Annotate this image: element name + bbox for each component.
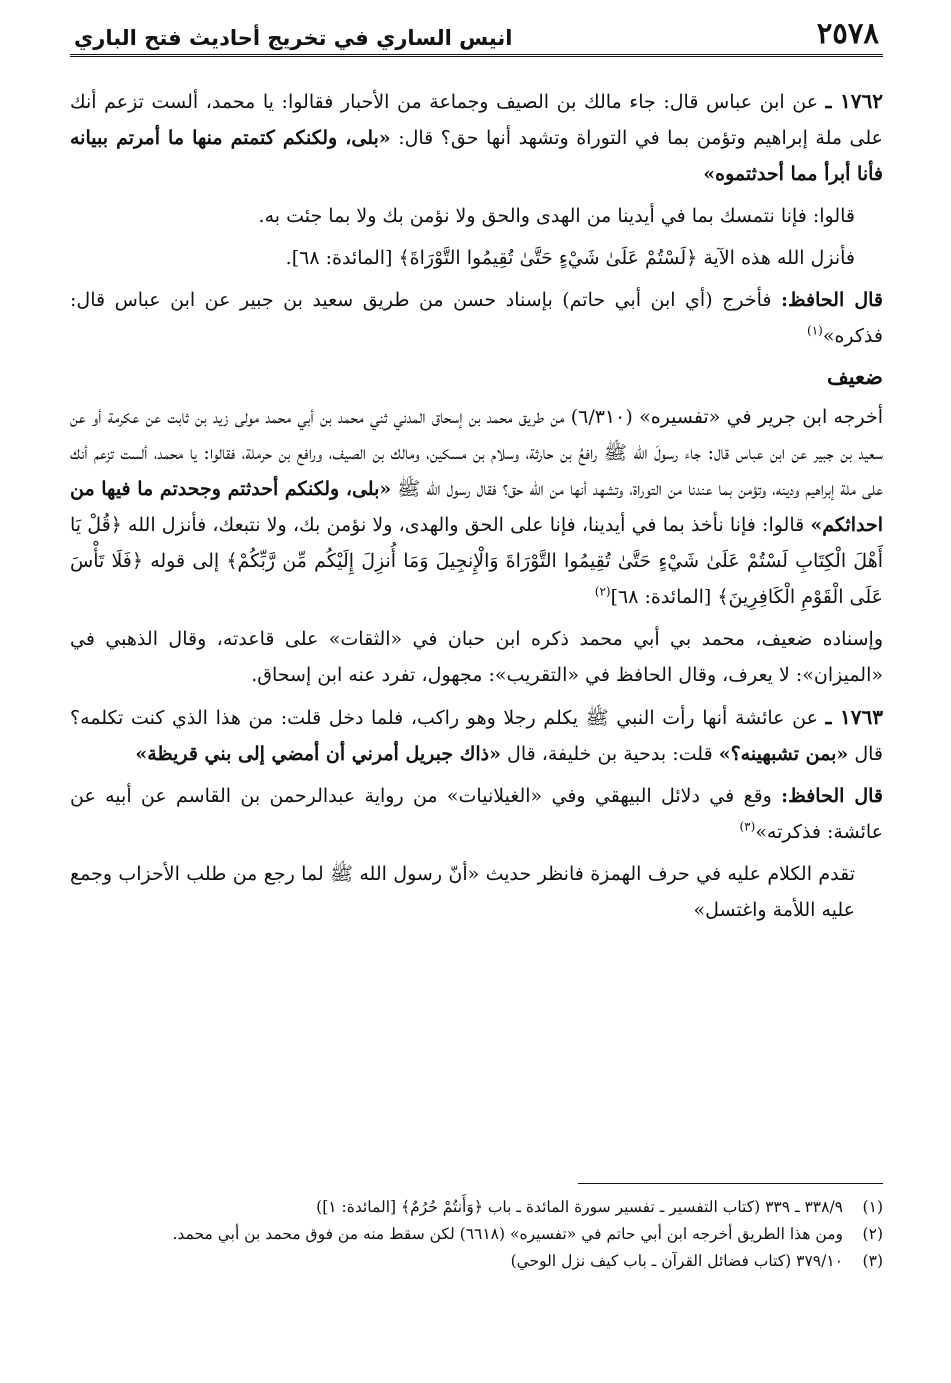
page-number: ٢٥٧٨ (816, 16, 879, 50)
hafiz-label: قال الحافظ: (781, 785, 883, 807)
running-header (70, 10, 883, 57)
hafiz-text: فأخرج (أي ابن أبي حاتم) بإسناد حسن من طريق سعيد بن جبير عن ابن عباس قال: فذكره» (70, 289, 883, 347)
footnote (70, 1194, 883, 1221)
takhrij-paragraph (70, 399, 883, 615)
takhrij-text: قالوا: فإنا نأخذ بما في أيدينا، فإنا على الحق والهدى، ولا نؤمن بك، ولا نتبعك، فأنزل الله (121, 514, 805, 536)
grade-heading: ضعيف (826, 364, 883, 389)
verse-reference: [المائدة: ٦٨] (610, 586, 712, 608)
footnote (70, 1221, 883, 1248)
verse-reference: [المائدة: ٦٨]. (285, 247, 393, 269)
book-title: انيس الساري في تخريج أحاديث فتح الباري (74, 26, 513, 50)
footnote-marker: (٣) (739, 819, 756, 834)
isnad-text: وإسناده ضعيف، محمد بي أبي محمد ذكره ابن حبان في «الثقات» على قاعدته، وقال الذهبي في «الميزان»: لا يعرف، وقال الحافظ في «التقريب»: مجهول، تفرد عنه ابن إسحاق. (70, 628, 883, 686)
footnote-number: (٣) (862, 1252, 883, 1270)
hadith-1763-text (70, 699, 883, 772)
footnote-text: ٣٧٩/١٠ (كتاب فضائل القرآن ـ باب كيف نزل الوحي) (510, 1252, 843, 1270)
footnote-number: (١) (862, 1198, 883, 1216)
prophet-quote: «بلى، ولكنكم كتمتم منها ما أمرتم ببيانه فأنا أبرأ مما أحدثتموه» (70, 127, 883, 185)
footnotes (70, 1183, 883, 1275)
hadith-text: عن عائشة أنها رأت النبي ﷺ يكلم رجلا وهو راكب، فلما دخل قلت: من هذا الذي كنت تكلمه؟ قال (70, 707, 883, 765)
hadith-1763 (70, 699, 883, 928)
hadith-number: ١٧٦٣ ـ (825, 705, 883, 729)
footnote-text: ومن هذا الطريق أخرجه ابن أبي حاتم في «تفسيره» (٦٦١٨) لكن سقط منه من فوق محمد بن أبي محمد. (172, 1225, 843, 1243)
hadith-text: عن ابن عباس قال: جاء مالك بن الصيف وجماعة من الأحبار فقالوا: يا محمد، ألست تزعم أنك على ملة إبراهيم وتؤمن بما في التوراة وتشهد أنها حق؟ قال: (70, 91, 883, 149)
hadith-1762-text (70, 83, 883, 192)
footnote-text: ٣٣٨/٩ ـ ٣٣٩ (كتاب التفسير ـ تفسير سورة المائدة ـ باب ﴿وَأَنتُمْ حُرُمٌ﴾ [المائدة: ١]) (316, 1198, 843, 1216)
cross-reference-note (70, 856, 883, 928)
isnad-paragraph (70, 621, 883, 693)
hadith-1762-verse (70, 240, 883, 276)
footnote-marker: (١) (807, 323, 823, 338)
hafiz-comment-1762 (70, 282, 883, 354)
hadith-1762-continuation (70, 198, 883, 234)
takhrij-section (70, 399, 883, 693)
footnote-marker: (٢) (594, 584, 611, 599)
hafiz-comment-1763 (70, 778, 883, 850)
note-text: تقدم الكلام عليه في حرف الهمزة فانظر حديث «أنّ رسول الله ﷺ لما رجع من طلب الأحزاب وجمع عليه اللأمة واغتسل» (70, 863, 855, 921)
takhrij-text: أخرجه ابن جرير في «تفسيره» (٦/٣١٠) من طريق محمد بن إسحاق المدني ثني محمد بن أبي محمد مولى زيد بن ثابت عن عكرمة أو عن سعيد بن جبير عن ابن عباس قال: جاء رسولَ الله ﷺ رافعُ بن حارثة، وسلام بن مسكين، ومالك بن الصيف، ورافع بن حرملة، فقالوا: يا محمد، ألست تزعم أنك على ملة إبراهيم ودينه، وتؤمن بما عندنا من التوراة، وتشهد أنها من الله حق؟ فقال رسول الله ﷺ (70, 406, 883, 500)
hadith-1762 (70, 83, 883, 354)
quran-verse: ﴿قُلْ يَا أَهْلَ الْكِتَابِ لَسْتُمْ عَلَىٰ شَيْءٍ حَتَّىٰ تُقِيمُوا التَّوْرَاةَ وَالْإِنجِيلَ وَمَا أُنزِلَ إِلَيْكُم مِّن رَّبِّكُمْ﴾ (70, 514, 883, 572)
hadith-text: قالوا: فإنا نتمسك بما في أيدينا من الهدى والحق ولا نؤمن بك ولا بما جئت به. (258, 205, 855, 227)
footnote (70, 1248, 883, 1275)
takhrij-text: إلى قوله (143, 550, 220, 572)
prophet-quote: «ذاك جبريل أمرني أن أمضي إلى بني قريظة» (135, 743, 501, 765)
prophet-quote: «بلى، ولكنكم أحدثتم وجحدتم ما فيها من احداثكم» (70, 478, 883, 536)
hadith-text: فأنزل الله هذه الآية (697, 247, 855, 269)
hadith-text: قلت: بدحية بن خليفة، قال (500, 743, 713, 765)
footnote-number: (٢) (862, 1225, 883, 1243)
quran-verse: ﴿لَسْتُمْ عَلَىٰ شَيْءٍ حَتَّىٰ تُقِيمُوا التَّوْرَاةَ﴾ (398, 247, 698, 269)
hadith-number: ١٧٦٢ ـ (825, 89, 884, 113)
footnote-divider (578, 1183, 883, 1184)
hafiz-text: وقع في دلائل البيهقي وفي «الغيلانيات» من رواية عبدالرحمن بن القاسم عن أبيه عن عائشة: فذكرته» (70, 785, 883, 843)
quran-verse: ﴿فَلَا تَأْسَ عَلَى الْقَوْمِ الْكَافِرِينَ﴾ (70, 550, 883, 608)
hafiz-label: قال الحافظ: (781, 289, 884, 311)
prophet-quote: «بمن تشبهينه؟» (718, 743, 849, 765)
